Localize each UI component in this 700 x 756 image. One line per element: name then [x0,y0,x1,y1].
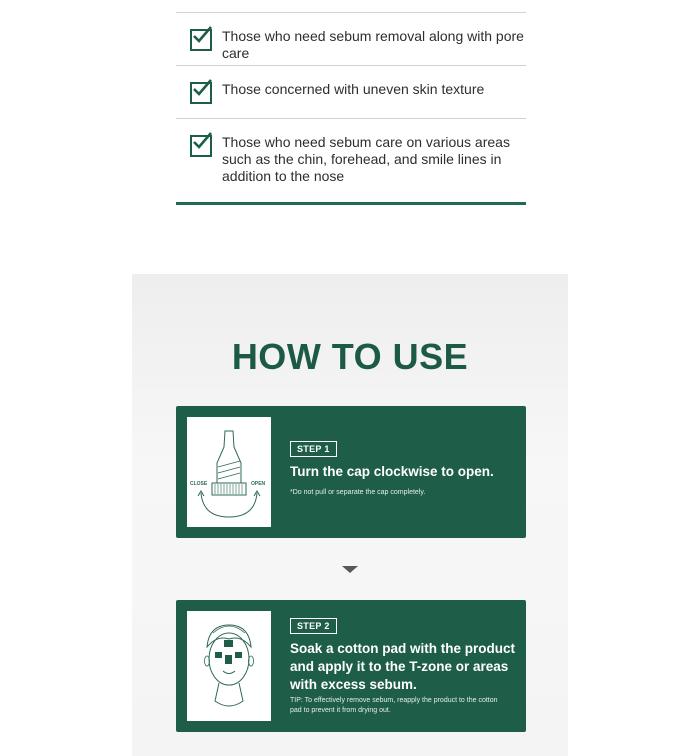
checklist-item-text: Those who need sebum care on various areas such as the chin, forehead, and smile lines in addition to the nose [222,134,510,184]
open-label: OPEN [251,481,266,487]
checklist-item-text: Those who need sebum removal along with pore care [222,28,524,61]
how-to-use-title: HOW TO USE [231,336,469,377]
step-badge: STEP 1 [290,441,337,457]
checklist-item [176,66,526,119]
checklist-item [176,13,526,66]
step-note: TIP: To effectively remove sebum, reapply the product to the cotton pad to prevent it from drying out. [290,697,498,714]
checkmark-icon [190,29,212,51]
step-badge: STEP 2 [290,618,337,634]
arrow-down-icon [342,566,358,573]
close-label: CLOSE [190,481,208,487]
step-heading: Soak a cotton pad with the product and apply it to the T-zone or areas with excess sebum. [290,641,516,692]
target-checklist [176,12,526,205]
step-heading: Turn the cap clockwise to open. [290,464,494,479]
step-note: *Do not pull or separate the cap completely. [290,489,426,496]
bottle-cap-illustration [187,417,271,527]
step-card-2 [176,600,526,732]
face-application-illustration [187,611,271,721]
checkmark-icon [190,82,212,104]
checklist-item-text: Those concerned with uneven skin texture [222,81,485,97]
checkmark-icon [190,135,212,157]
checklist-item [176,119,526,205]
step-card-1 [176,406,526,538]
